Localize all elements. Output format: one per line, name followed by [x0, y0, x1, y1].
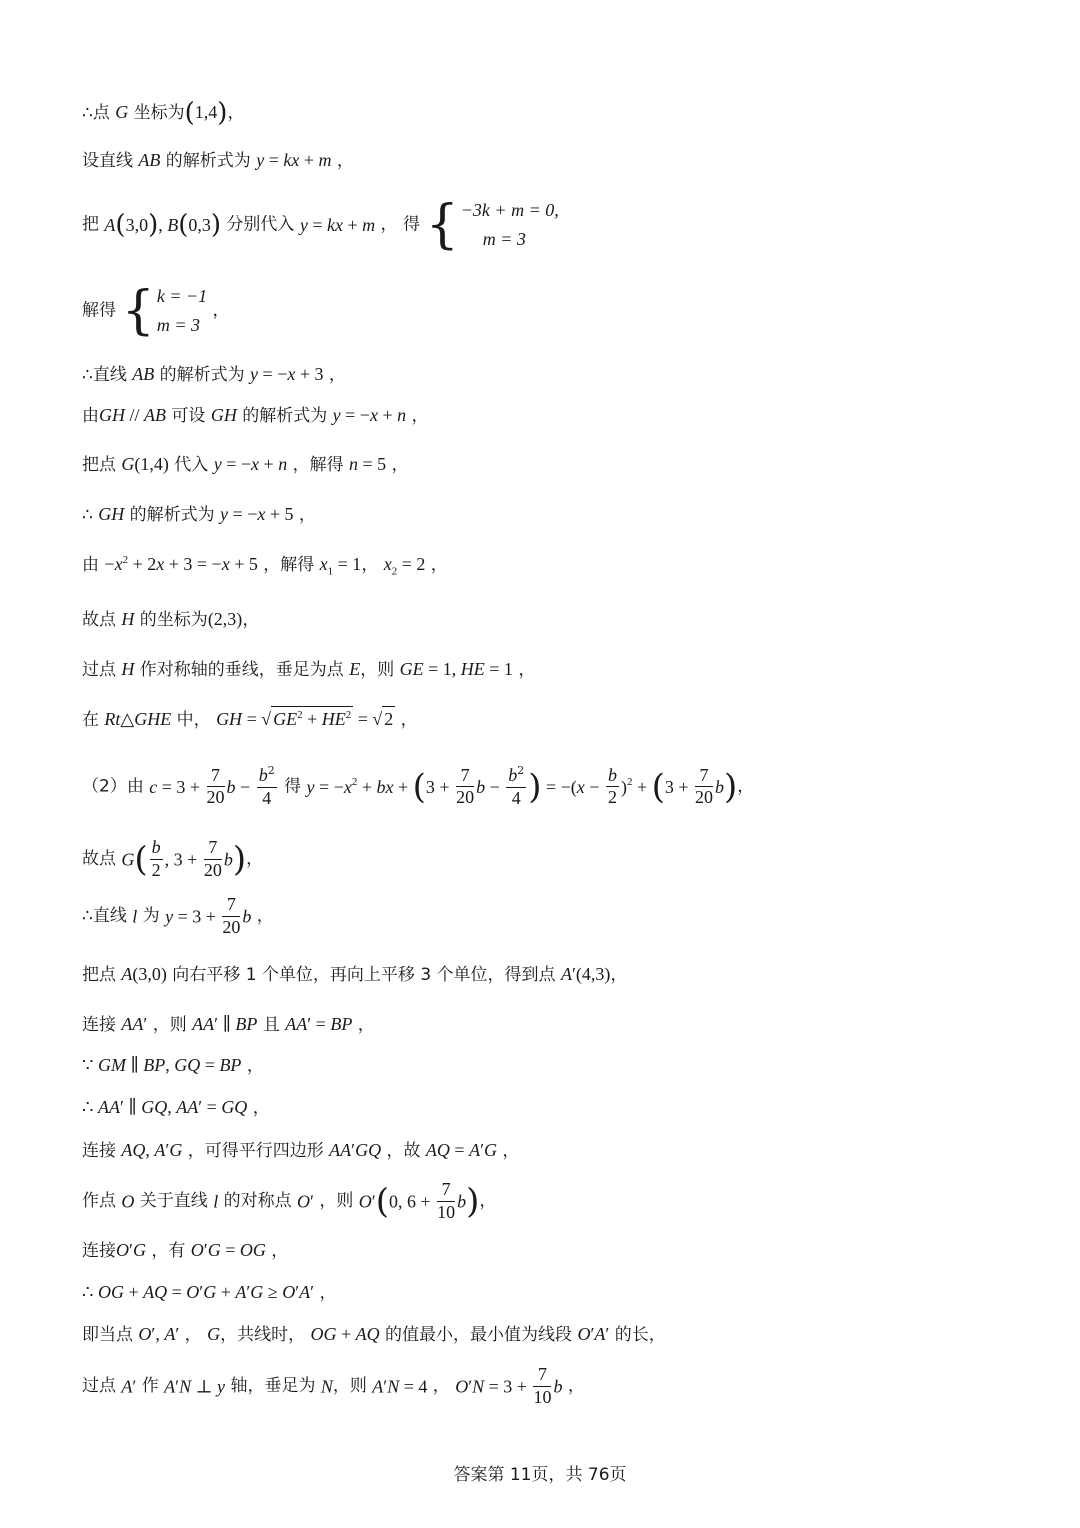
- line-24: 即当点 O′, A′ ， G，共线时， OG + AQ 的值最小，最小值为线段 O′A′ 的长，: [82, 1324, 666, 1345]
- line-5: ∴直线 AB 的解析式为 y = −x + 3 ，: [82, 364, 346, 385]
- equation-system-substitute: −3k + m = 0, m = 3: [460, 200, 559, 249]
- line-18: ∵ GM ∥ BP, GQ = BP ，: [82, 1055, 264, 1076]
- brace-icon: {: [121, 280, 155, 341]
- brace-icon: {: [425, 194, 459, 255]
- line-13: （2）由 c = 3 + $\frac{7}{20}$ b − $\frac{b^2}{4}$ 得 $y = -x^2$ + bx + (3 + $\frac{7}{20}$ b − $\frac{b^2}{4}$ ) = −(x − $\frac{b}{2}$ )$^2$ + (3 + $\frac{7}{20}$ b)，: [82, 764, 755, 808]
- line-8: ∴ GH 的解析式为 y = −x + 5 ，: [82, 504, 316, 525]
- equation-system-solution: k = −1 m = 3: [156, 286, 208, 335]
- line-1: ∴点 G 坐标为(1,4)，: [82, 98, 245, 128]
- line-10: 故点 H 的坐标为(2,3)，: [82, 609, 260, 630]
- line-14: 故点 G( $\frac{b}{2}$ , 3 + $\frac{7}{20}$ b)，: [82, 837, 264, 880]
- line-4: 解得 { k = −1 m = 3 ，: [82, 280, 230, 341]
- line-7: 把点 G(1,4) 代入 y = −x + n ，解得 n = 5 ，: [82, 454, 409, 475]
- line-17: 连接 AA′ ，则 AA′ ∥ BP 且 AA′ = BP ，: [82, 1014, 375, 1035]
- line-12: 在 Rt△GHE 中， GH = √ $GE^2 + HE^2$ = √ 2 ，: [82, 710, 418, 729]
- line-6: 由GH // AB 可设 GH 的解析式为 y = −x + n ，: [82, 405, 429, 426]
- line-11: 过点 H 作对称轴的垂线，垂足为点 E，则 GE = 1, HE = 1 ，: [82, 659, 536, 680]
- page-footer: 答案第 11页，共 76页: [453, 1465, 627, 1485]
- line-25: 过点 A′ 作 A′N ⊥ y 轴，垂足为 N，则 A′N = 4 ， O′N = 3 + $\frac{7}{10}$ b ，: [82, 1364, 585, 1407]
- line-20: 连接 AQ, A′G ，可得平行四边形 AA′GQ ，故 AQ = A′G ，: [82, 1140, 520, 1161]
- line-15: ∴直线 l 为 y = 3 + $\frac{7}{20}$ b ，: [82, 894, 274, 937]
- line-16: 把点 A(3,0) 向右平移 1 个单位，再向上平移 3 个单位，得到点 A′(4,3)，: [82, 964, 628, 985]
- line-3: 把 A(3,0), B(0,3) 分别代入 y = kx + m ， 得 { −3k + m = 0, m = 3: [82, 194, 559, 255]
- line-23: ∴ OG + AQ = O′G + A′G ≥ O′A′ ，: [82, 1282, 337, 1303]
- line-19: ∴ AA′ ∥ GQ, AA′ = GQ ，: [82, 1097, 270, 1118]
- line-2: 设直线 AB 的解析式为 y = kx + m ，: [82, 150, 354, 171]
- line-21: 作点 O 关于直线 l 的对称点 O′ ，则 O′(0, 6 + $\frac{7}{10}$ b)，: [82, 1179, 497, 1222]
- line-22: 连接O′G ，有 O′G = OG ，: [82, 1240, 289, 1261]
- line-9: 由 $-x^2 + 2x + 3 = -x + 5$ ，解得 $x_1 = 1$， $x_2 = 2$ ，: [82, 554, 448, 578]
